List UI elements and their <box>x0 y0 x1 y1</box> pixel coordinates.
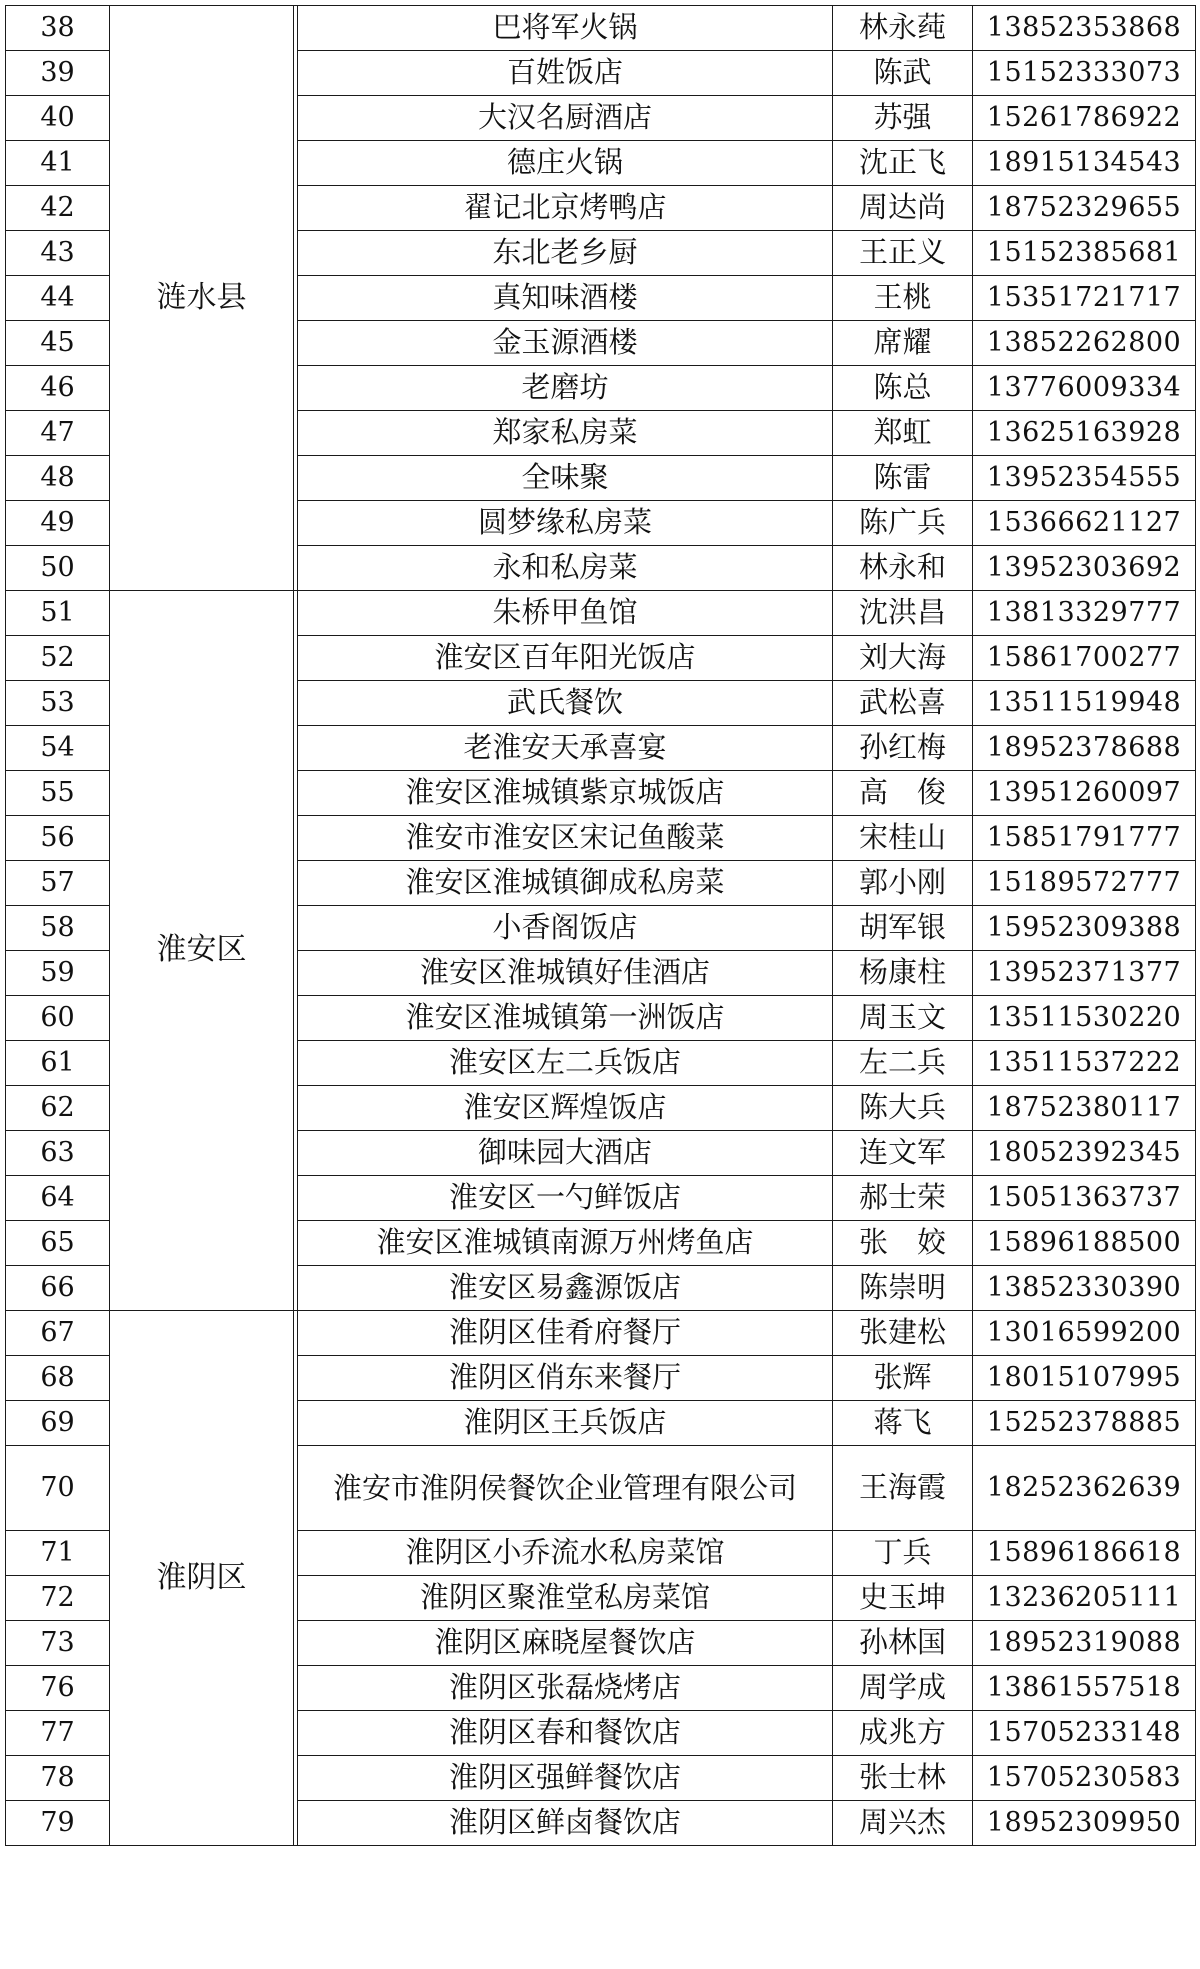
row-number: 57 <box>6 861 110 906</box>
restaurant-name: 老磨坊 <box>298 366 833 411</box>
row-number: 59 <box>6 951 110 996</box>
district-cell: 涟水县 <box>110 6 294 591</box>
phone-number: 18252362639 <box>973 1446 1196 1531</box>
contact-person: 席耀 <box>833 321 973 366</box>
restaurant-roster-table <box>5 5 1196 1846</box>
contact-person: 陈武 <box>833 51 973 96</box>
restaurant-name: 淮安市淮安区宋记鱼酸菜 <box>298 816 833 861</box>
phone-number: 13813329777 <box>973 591 1196 636</box>
contact-person: 郭小刚 <box>833 861 973 906</box>
phone-number: 13852262800 <box>973 321 1196 366</box>
restaurant-name: 东北老乡厨 <box>298 231 833 276</box>
row-number: 76 <box>6 1666 110 1711</box>
row-number: 69 <box>6 1401 110 1446</box>
phone-number: 13776009334 <box>973 366 1196 411</box>
phone-number: 18952319088 <box>973 1621 1196 1666</box>
contact-person: 沈正飞 <box>833 141 973 186</box>
restaurant-name: 淮阴区张磊烧烤店 <box>298 1666 833 1711</box>
restaurant-name: 淮安区淮城镇御成私房菜 <box>298 861 833 906</box>
phone-number: 13952371377 <box>973 951 1196 996</box>
row-number: 38 <box>6 6 110 51</box>
row-number: 49 <box>6 501 110 546</box>
district-cell: 淮阴区 <box>110 1311 294 1846</box>
row-number: 79 <box>6 1801 110 1846</box>
phone-number: 18915134543 <box>973 141 1196 186</box>
row-number: 39 <box>6 51 110 96</box>
phone-number: 15952309388 <box>973 906 1196 951</box>
row-number: 66 <box>6 1266 110 1311</box>
row-number: 60 <box>6 996 110 1041</box>
phone-number: 18752329655 <box>973 186 1196 231</box>
row-number: 67 <box>6 1311 110 1356</box>
contact-person: 陈雷 <box>833 456 973 501</box>
contact-person: 沈洪昌 <box>833 591 973 636</box>
restaurant-name: 百姓饭店 <box>298 51 833 96</box>
contact-person: 张辉 <box>833 1356 973 1401</box>
row-number: 55 <box>6 771 110 816</box>
phone-number: 15051363737 <box>973 1176 1196 1221</box>
phone-number: 13952354555 <box>973 456 1196 501</box>
phone-number: 13511530220 <box>973 996 1196 1041</box>
row-number: 77 <box>6 1711 110 1756</box>
restaurant-name: 金玉源酒楼 <box>298 321 833 366</box>
contact-person: 周玉文 <box>833 996 973 1041</box>
restaurant-name: 大汉名厨酒店 <box>298 96 833 141</box>
contact-person: 林永莼 <box>833 6 973 51</box>
contact-person: 苏强 <box>833 96 973 141</box>
restaurant-name: 朱桥甲鱼馆 <box>298 591 833 636</box>
contact-person: 胡军银 <box>833 906 973 951</box>
contact-person: 孙林国 <box>833 1621 973 1666</box>
roster-body <box>6 6 1196 1846</box>
restaurant-name: 圆梦缘私房菜 <box>298 501 833 546</box>
phone-number: 15705230583 <box>973 1756 1196 1801</box>
phone-number: 13951260097 <box>973 771 1196 816</box>
phone-number: 13861557518 <box>973 1666 1196 1711</box>
contact-person: 周达尚 <box>833 186 973 231</box>
contact-person: 连文军 <box>833 1131 973 1176</box>
restaurant-name: 淮安区辉煌饭店 <box>298 1086 833 1131</box>
row-number: 45 <box>6 321 110 366</box>
restaurant-name: 淮阴区俏东来餐厅 <box>298 1356 833 1401</box>
row-number: 61 <box>6 1041 110 1086</box>
row-number: 40 <box>6 96 110 141</box>
phone-number: 15252378885 <box>973 1401 1196 1446</box>
contact-person: 陈大兵 <box>833 1086 973 1131</box>
restaurant-name: 武氏餐饮 <box>298 681 833 726</box>
restaurant-name: 淮安市淮阴侯餐饮企业管理有限公司 <box>298 1446 833 1531</box>
contact-person: 张 姣 <box>833 1221 973 1266</box>
phone-number: 18015107995 <box>973 1356 1196 1401</box>
phone-number: 18052392345 <box>973 1131 1196 1176</box>
contact-person: 成兆方 <box>833 1711 973 1756</box>
row-number: 68 <box>6 1356 110 1401</box>
phone-number: 15351721717 <box>973 276 1196 321</box>
phone-number: 15896188500 <box>973 1221 1196 1266</box>
restaurant-name: 淮安区左二兵饭店 <box>298 1041 833 1086</box>
restaurant-name: 淮阴区春和餐饮店 <box>298 1711 833 1756</box>
restaurant-name: 淮阴区麻晓屋餐饮店 <box>298 1621 833 1666</box>
contact-person: 王海霞 <box>833 1446 973 1531</box>
phone-number: 15861700277 <box>973 636 1196 681</box>
row-number: 78 <box>6 1756 110 1801</box>
contact-person: 丁兵 <box>833 1531 973 1576</box>
row-number: 43 <box>6 231 110 276</box>
restaurant-name: 老淮安天承喜宴 <box>298 726 833 771</box>
row-number: 65 <box>6 1221 110 1266</box>
contact-person: 郑虹 <box>833 411 973 456</box>
restaurant-name: 淮安区淮城镇第一洲饭店 <box>298 996 833 1041</box>
phone-number: 13852353868 <box>973 6 1196 51</box>
contact-person: 刘大海 <box>833 636 973 681</box>
restaurant-name: 淮安区百年阳光饭店 <box>298 636 833 681</box>
row-number: 64 <box>6 1176 110 1221</box>
contact-person: 孙红梅 <box>833 726 973 771</box>
contact-person: 陈总 <box>833 366 973 411</box>
restaurant-name: 淮安区一勺鲜饭店 <box>298 1176 833 1221</box>
restaurant-name: 淮安区淮城镇南源万州烤鱼店 <box>298 1221 833 1266</box>
phone-number: 15189572777 <box>973 861 1196 906</box>
row-number: 72 <box>6 1576 110 1621</box>
phone-number: 15896186618 <box>973 1531 1196 1576</box>
restaurant-name: 淮阴区佳肴府餐厅 <box>298 1311 833 1356</box>
contact-person: 周学成 <box>833 1666 973 1711</box>
row-number: 48 <box>6 456 110 501</box>
row-number: 50 <box>6 546 110 591</box>
row-number: 71 <box>6 1531 110 1576</box>
phone-number: 13016599200 <box>973 1311 1196 1356</box>
row-number: 63 <box>6 1131 110 1176</box>
contact-person: 蒋飞 <box>833 1401 973 1446</box>
row-number: 51 <box>6 591 110 636</box>
district-cell: 淮安区 <box>110 591 294 1311</box>
phone-number: 18752380117 <box>973 1086 1196 1131</box>
row-number: 44 <box>6 276 110 321</box>
row-number: 56 <box>6 816 110 861</box>
restaurant-name: 真知味酒楼 <box>298 276 833 321</box>
contact-person: 宋桂山 <box>833 816 973 861</box>
contact-person: 杨康柱 <box>833 951 973 996</box>
phone-number: 13511519948 <box>973 681 1196 726</box>
row-number: 70 <box>6 1446 110 1531</box>
contact-person: 陈广兵 <box>833 501 973 546</box>
phone-number: 13952303692 <box>973 546 1196 591</box>
restaurant-name: 郑家私房菜 <box>298 411 833 456</box>
row-number: 47 <box>6 411 110 456</box>
restaurant-name: 淮安区淮城镇好佳酒店 <box>298 951 833 996</box>
contact-person: 高 俊 <box>833 771 973 816</box>
contact-person: 郝士荣 <box>833 1176 973 1221</box>
row-number: 58 <box>6 906 110 951</box>
contact-person: 张士林 <box>833 1756 973 1801</box>
phone-number: 18952378688 <box>973 726 1196 771</box>
phone-number: 15366621127 <box>973 501 1196 546</box>
phone-number: 15152333073 <box>973 51 1196 96</box>
row-number: 62 <box>6 1086 110 1131</box>
phone-number: 13511537222 <box>973 1041 1196 1086</box>
restaurant-name: 小香阁饭店 <box>298 906 833 951</box>
restaurant-name: 淮安区淮城镇紫京城饭店 <box>298 771 833 816</box>
phone-number: 18952309950 <box>973 1801 1196 1846</box>
row-number: 41 <box>6 141 110 186</box>
restaurant-name: 淮阴区小乔流水私房菜馆 <box>298 1531 833 1576</box>
contact-person: 王正义 <box>833 231 973 276</box>
restaurant-name: 淮安区易鑫源饭店 <box>298 1266 833 1311</box>
restaurant-name: 德庄火锅 <box>298 141 833 186</box>
restaurant-name: 淮阴区王兵饭店 <box>298 1401 833 1446</box>
restaurant-name: 永和私房菜 <box>298 546 833 591</box>
row-number: 73 <box>6 1621 110 1666</box>
restaurant-name: 巴将军火锅 <box>298 6 833 51</box>
contact-person: 左二兵 <box>833 1041 973 1086</box>
contact-person: 王桃 <box>833 276 973 321</box>
restaurant-name: 淮阴区强鲜餐饮店 <box>298 1756 833 1801</box>
restaurant-name: 全味聚 <box>298 456 833 501</box>
phone-number: 13625163928 <box>973 411 1196 456</box>
phone-number: 15851791777 <box>973 816 1196 861</box>
restaurant-name: 淮阴区鲜卤餐饮店 <box>298 1801 833 1846</box>
contact-person: 陈崇明 <box>833 1266 973 1311</box>
phone-number: 13236205111 <box>973 1576 1196 1621</box>
phone-number: 15152385681 <box>973 231 1196 276</box>
row-number: 46 <box>6 366 110 411</box>
contact-person: 周兴杰 <box>833 1801 973 1846</box>
contact-person: 林永和 <box>833 546 973 591</box>
row-number: 53 <box>6 681 110 726</box>
restaurant-name: 淮阴区聚淮堂私房菜馆 <box>298 1576 833 1621</box>
restaurant-name: 御味园大酒店 <box>298 1131 833 1176</box>
row-number: 54 <box>6 726 110 771</box>
restaurant-name: 翟记北京烤鸭店 <box>298 186 833 231</box>
phone-number: 15705233148 <box>973 1711 1196 1756</box>
phone-number: 15261786922 <box>973 96 1196 141</box>
row-number: 42 <box>6 186 110 231</box>
phone-number: 13852330390 <box>973 1266 1196 1311</box>
table-row <box>6 6 1196 51</box>
contact-person: 张建松 <box>833 1311 973 1356</box>
row-number: 52 <box>6 636 110 681</box>
table-row <box>6 1311 1196 1356</box>
contact-person: 史玉坤 <box>833 1576 973 1621</box>
contact-person: 武松喜 <box>833 681 973 726</box>
table-row <box>6 591 1196 636</box>
